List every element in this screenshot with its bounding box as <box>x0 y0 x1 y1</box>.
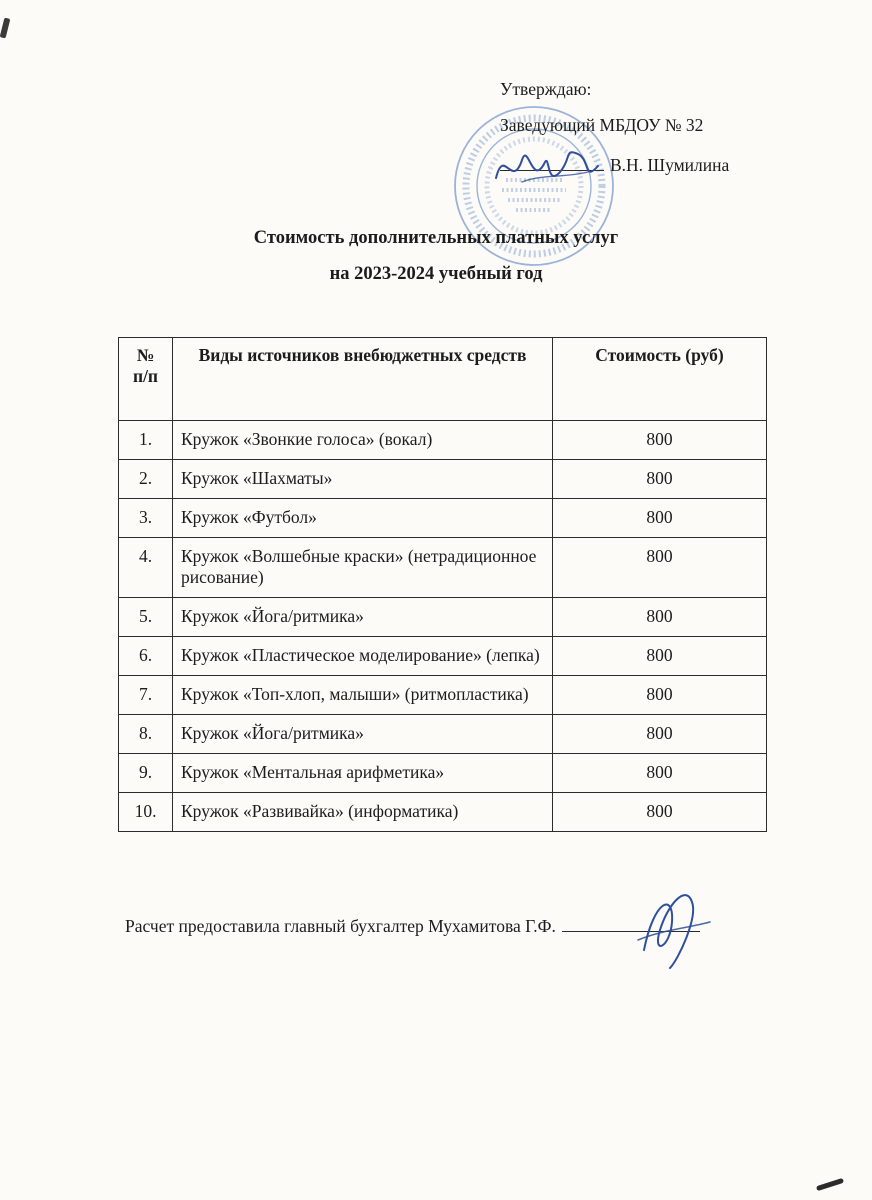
handwritten-signature-icon <box>492 138 604 196</box>
row-service: Кружок «Развивайка» (информатика) <box>173 793 553 832</box>
table-row <box>119 754 767 793</box>
row-service: Кружок «Шахматы» <box>173 460 553 499</box>
row-number: 9. <box>119 754 173 793</box>
row-cost: 800 <box>553 676 767 715</box>
row-cost: 800 <box>553 538 767 598</box>
row-cost: 800 <box>553 460 767 499</box>
scan-artifact <box>816 1178 844 1191</box>
table-row <box>119 715 767 754</box>
row-cost: 800 <box>553 793 767 832</box>
row-cost: 800 <box>553 499 767 538</box>
table-row <box>119 538 767 598</box>
row-number: 2. <box>119 460 173 499</box>
row-cost: 800 <box>553 421 767 460</box>
title-line-2: на 2023-2024 учебный год <box>329 264 543 284</box>
header-service: Виды источников внебюджетных средств <box>173 338 553 421</box>
row-number: 3. <box>119 499 173 538</box>
row-cost: 800 <box>553 637 767 676</box>
table-header <box>119 338 767 421</box>
row-number: 4. <box>119 538 173 598</box>
row-service: Кружок «Звонкие голоса» (вокал) <box>173 421 553 460</box>
row-number: 7. <box>119 676 173 715</box>
row-service: Кружок «Йога/ритмика» <box>173 598 553 637</box>
row-cost: 800 <box>553 715 767 754</box>
table-header-row <box>119 338 767 421</box>
table-row <box>119 499 767 538</box>
footer-text: Расчет предоставила главный бухгалтер Мухамитова Г.Ф. <box>125 916 556 936</box>
header-num-line1: № <box>136 345 155 365</box>
approval-word: Утверждаю: <box>500 79 592 99</box>
row-service: Кружок «Пластическое моделирование» (лепка) <box>173 637 553 676</box>
header-num <box>119 338 173 421</box>
price-table <box>118 337 767 832</box>
table-row <box>119 421 767 460</box>
document-title <box>0 228 872 285</box>
row-number: 5. <box>119 598 173 637</box>
row-service: Кружок «Футбол» <box>173 499 553 538</box>
table-row <box>119 460 767 499</box>
row-cost: 800 <box>553 598 767 637</box>
scan-artifact <box>0 18 10 39</box>
row-service: Кружок «Топ-хлоп, малыши» (ритмопластика) <box>173 676 553 715</box>
title-line-1: Стоимость дополнительных платных услуг <box>253 228 619 248</box>
row-number: 6. <box>119 637 173 676</box>
accountant-signature-icon <box>632 878 716 974</box>
row-cost: 800 <box>553 754 767 793</box>
footer-line <box>125 916 700 937</box>
row-service: Кружок «Волшебные краски» (нетрадиционное рисование) <box>173 538 553 598</box>
table-body <box>119 421 767 832</box>
header-num-line2: п/п <box>132 366 159 386</box>
row-number: 1. <box>119 421 173 460</box>
signatory-name: В.Н. Шумилина <box>610 155 730 175</box>
row-number: 10. <box>119 793 173 832</box>
table-row <box>119 598 767 637</box>
table-row <box>119 676 767 715</box>
row-service: Кружок «Ментальная арифметика» <box>173 754 553 793</box>
row-service: Кружок «Йога/ритмика» <box>173 715 553 754</box>
table-row <box>119 793 767 832</box>
table-row <box>119 637 767 676</box>
row-number: 8. <box>119 715 173 754</box>
approval-position: Заведующий МБДОУ № 32 <box>500 115 704 135</box>
header-cost: Стоимость (руб) <box>553 338 767 421</box>
